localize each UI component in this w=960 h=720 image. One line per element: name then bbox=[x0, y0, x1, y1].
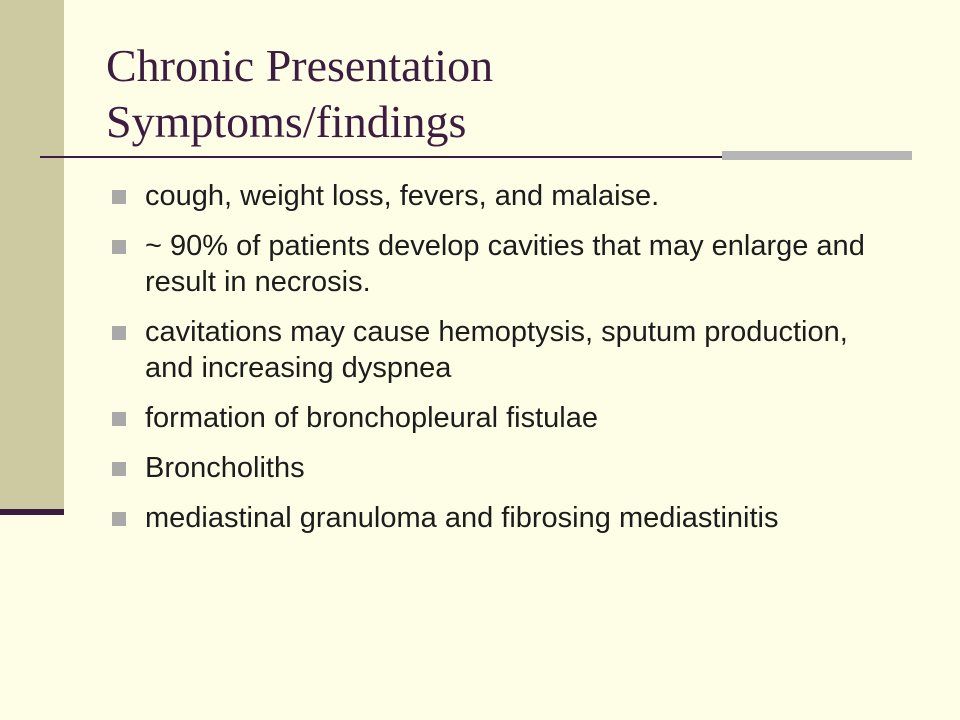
bullet-text: cavitations may cause hemoptysis, sputum production, and increasing dyspnea bbox=[145, 316, 848, 384]
sidebar-foot-line bbox=[0, 509, 64, 515]
square-bullet-icon bbox=[112, 512, 126, 526]
bullet-text: ~ 90% of patients develop cavities that may enlarge and result in necrosis. bbox=[145, 230, 865, 298]
square-bullet-icon bbox=[112, 326, 126, 340]
title-line-1: Chronic Presentation bbox=[106, 40, 494, 91]
square-bullet-icon bbox=[112, 462, 126, 476]
square-bullet-icon bbox=[112, 412, 126, 426]
bullet-item bbox=[112, 314, 902, 386]
bullet-item bbox=[112, 500, 902, 536]
bullet-text: Broncholiths bbox=[145, 452, 305, 484]
left-sidebar-bar bbox=[0, 0, 64, 512]
bullet-list bbox=[112, 178, 902, 550]
square-bullet-icon bbox=[112, 240, 126, 254]
title-divider-accent bbox=[722, 151, 912, 160]
square-bullet-icon bbox=[112, 190, 126, 204]
bullet-item bbox=[112, 178, 902, 214]
bullet-text: formation of bronchopleural fistulae bbox=[145, 402, 598, 434]
bullet-item bbox=[112, 450, 902, 486]
bullet-text: mediastinal granuloma and fibrosing mediastinitis bbox=[145, 502, 779, 534]
bullet-item bbox=[112, 400, 902, 436]
bullet-text: cough, weight loss, fevers, and malaise. bbox=[145, 180, 660, 212]
slide-title bbox=[106, 38, 493, 150]
bullet-item bbox=[112, 228, 902, 300]
title-line-2: Symptoms/findings bbox=[106, 96, 467, 147]
